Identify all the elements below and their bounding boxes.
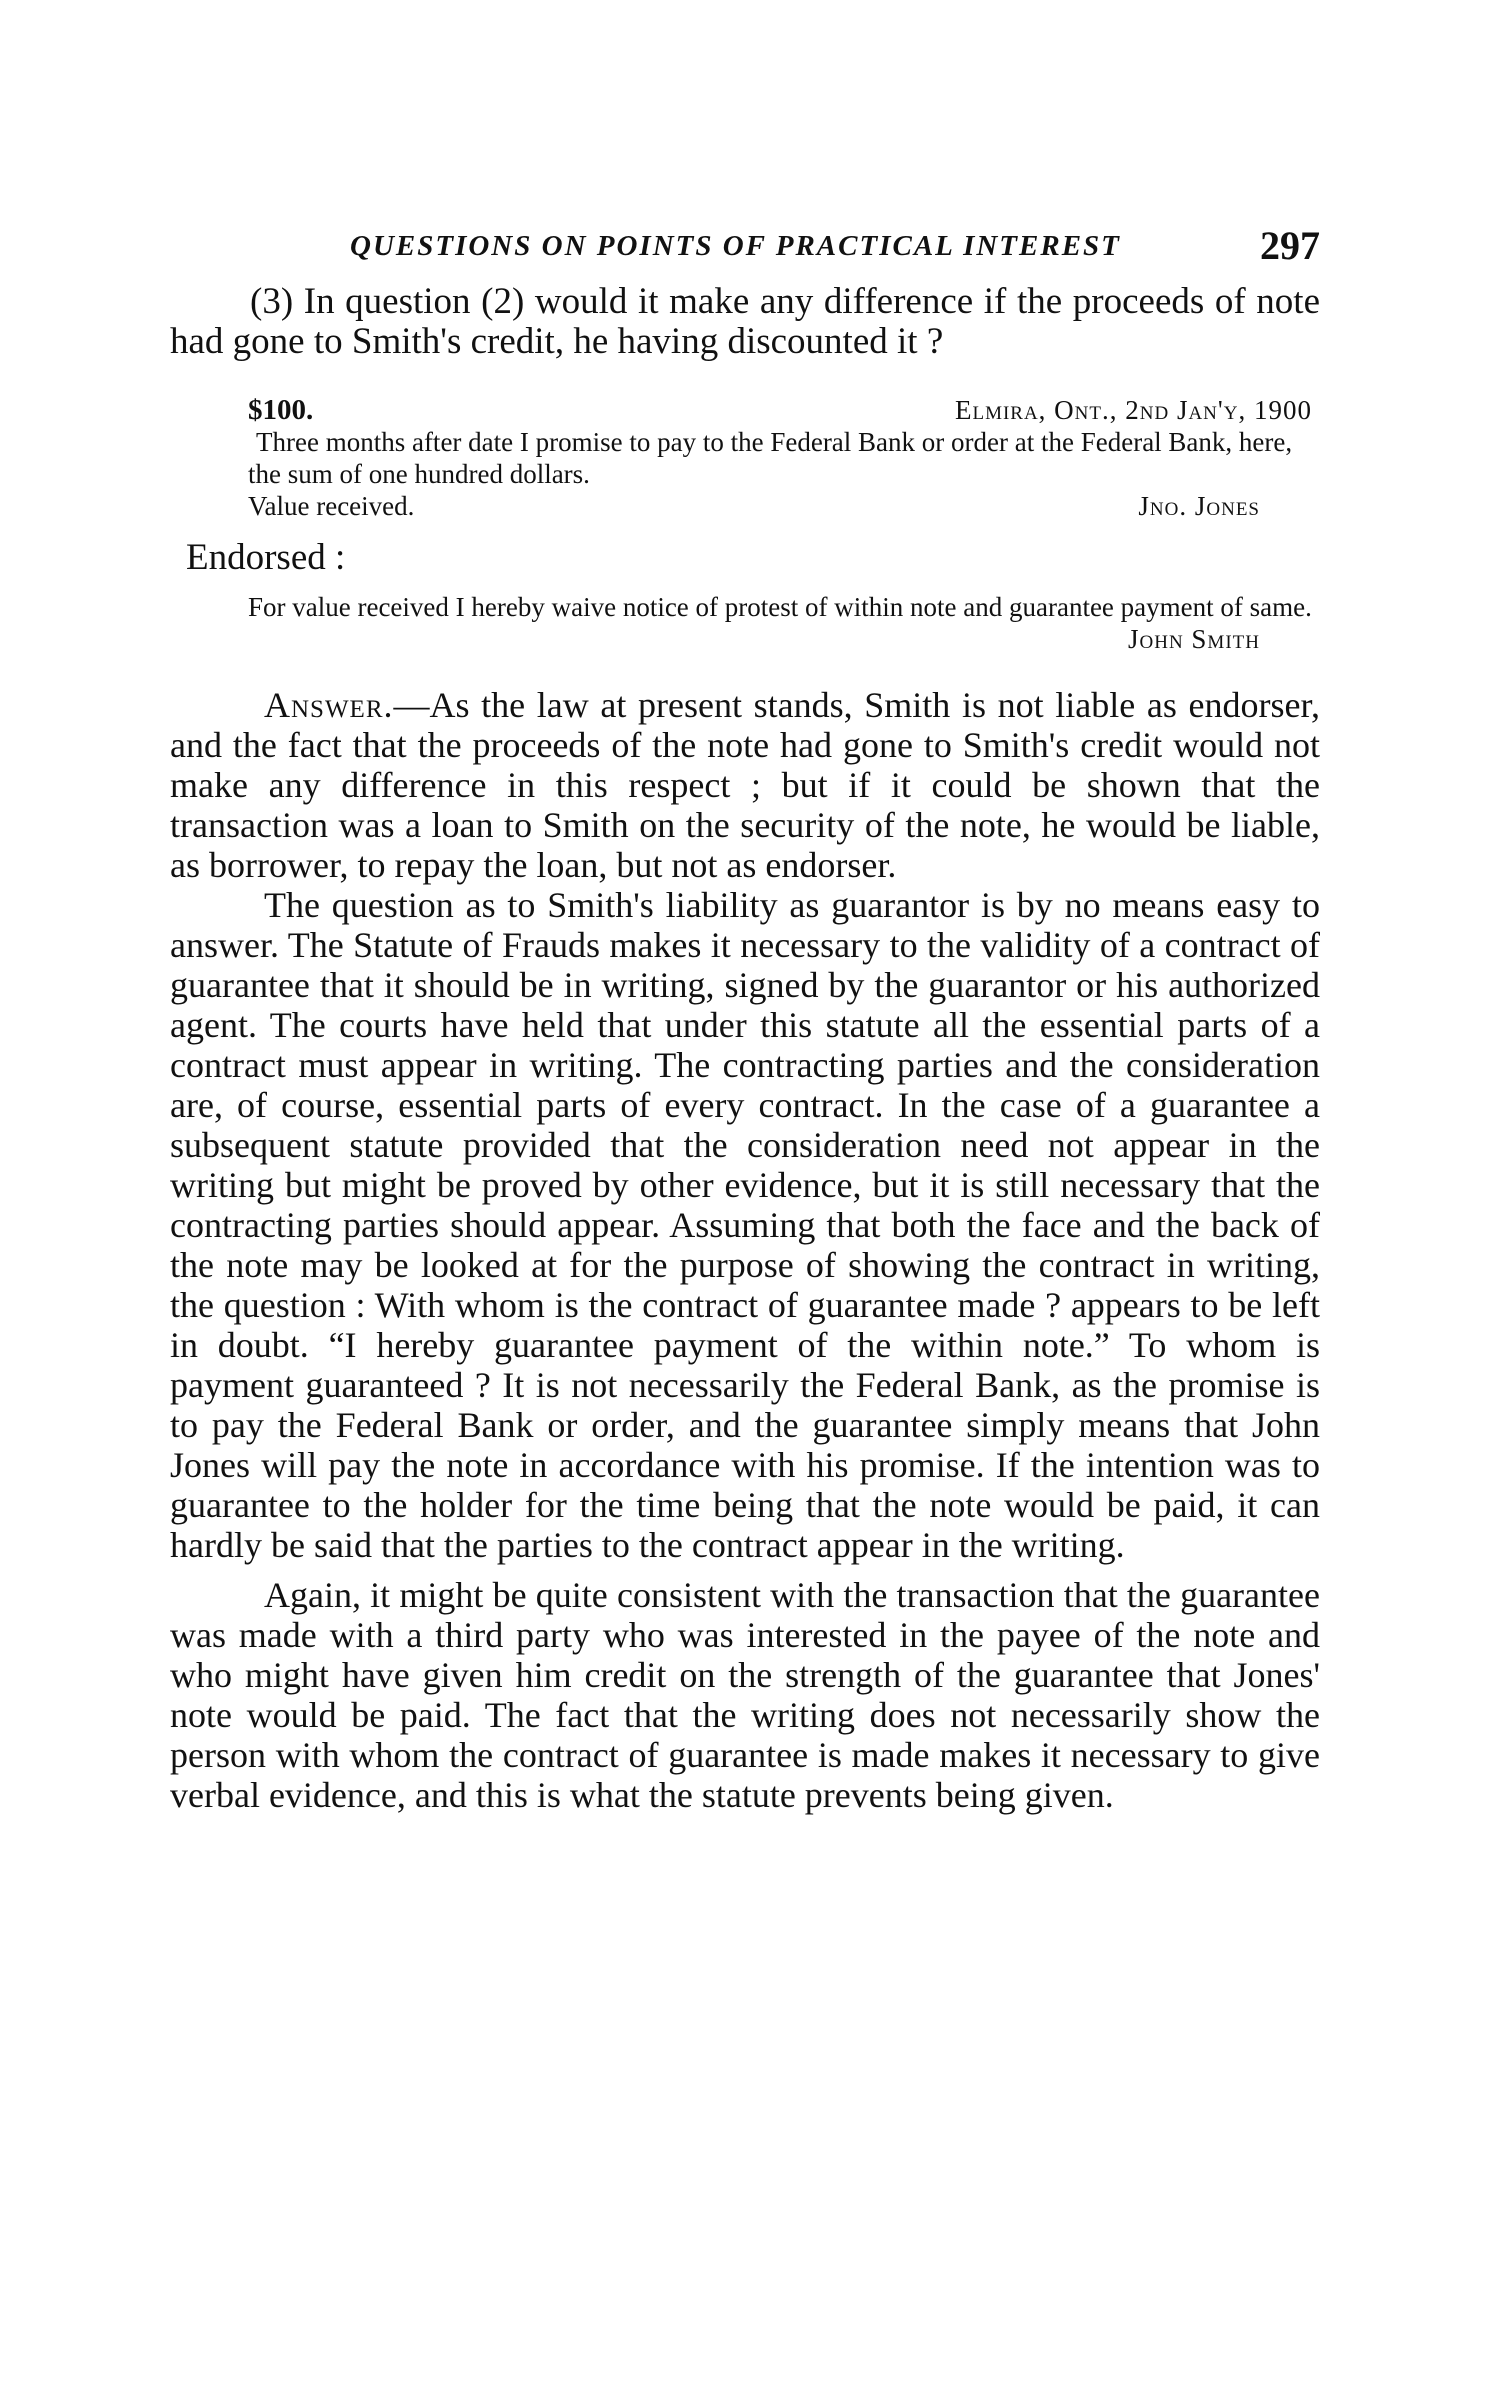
- note-signature: Jno. Jones: [1138, 491, 1260, 521]
- endorsement: [248, 591, 1320, 655]
- note-footer-row: [248, 490, 1320, 522]
- answer-paragraph-1: [170, 685, 1320, 885]
- question-text: (3) In question (2) would it make any difference if the proceeds of note had gone to Smith's credit, he having discounted it ?: [170, 281, 1320, 362]
- answer-paragraph-1-text: —As the law at present stands, Smith is not liable as endorser, and the fact that the proceeds of the note had gone to Smith's credit would not make any difference in this respect ; but if it could be shown that the transaction was a loan to Smith on the security of the note, he would be liable, as borrower, to repay the loan, but not as endorser.: [170, 685, 1320, 885]
- endorsed-label: Endorsed :: [186, 537, 346, 578]
- answer-section: [170, 685, 1320, 1815]
- note-body: [248, 426, 1320, 490]
- endorsement-text: For value received I hereby waive notice of protest of within note and guarantee payment of same.: [248, 592, 1312, 622]
- note-body-text: Three months after date I promise to pay to the Federal Bank or order at the Federal Bank, here, the sum of one hundred dollars.: [248, 427, 1293, 489]
- answer-label: Answer.: [264, 685, 394, 725]
- running-title: QUESTIONS ON POINTS OF PRACTICAL INTEREST: [350, 230, 1121, 262]
- book-page: [170, 220, 1320, 1815]
- endorsement-signature: John Smith: [1128, 624, 1260, 654]
- endorsement-signature-row: [248, 623, 1320, 655]
- answer-paragraph-2: The question as to Smith's liability as guarantor is by no means easy to answer. The Statute of Frauds makes it necessary to the validity of a contract of guarantee that it should be in writing, signed by the guarantor or his authorized agent. The courts have held that under this statute all the essential parts of a contract must appear in writing. The contracting parties and the consideration are, of course, essential parts of every contract. In the case of a guarantee a subsequent statute provided that the consideration need not appear in the writing but might be proved by other evidence, but it is still necessary that the contracting parties should appear. Assuming that both the face and the back of the note may be looked at for the purpose of showing the contract in writing, the question : With whom is the contract of guarantee made ? appears to be left in doubt. “I hereby guarantee payment of the within note.” To whom is payment guaranteed ? It is not necessarily the Federal Bank, as the promise is to pay the Federal Bank or order, and the guarantee simply means that John Jones will pay the note in accordance with his promise. If the intention was to guarantee to the holder for the time being that the note would be paid, it can hardly be said that the parties to the contract appear in the writing.: [170, 885, 1320, 1565]
- note-header-row: [248, 394, 1320, 426]
- note-place-date: Elmira, Ont., 2nd Jan'y, 1900: [954, 395, 1312, 425]
- note-amount: $100.: [248, 394, 314, 426]
- running-head: [170, 220, 1320, 280]
- promissory-note: [248, 394, 1320, 522]
- page-number: 297: [1260, 223, 1320, 268]
- note-value-received: Value received.: [248, 491, 415, 521]
- answer-paragraph-3: Again, it might be quite consistent with the transaction that the guarantee was made with a third party who was interested in the payee of the note and who might have given him credit on the strength of the guarantee that Jones' note would be paid. The fact that the writing does not necessarily show the person with whom the contract of guarantee is made makes it necessary to give verbal evidence, and this is what the statute prevents being given.: [170, 1575, 1320, 1815]
